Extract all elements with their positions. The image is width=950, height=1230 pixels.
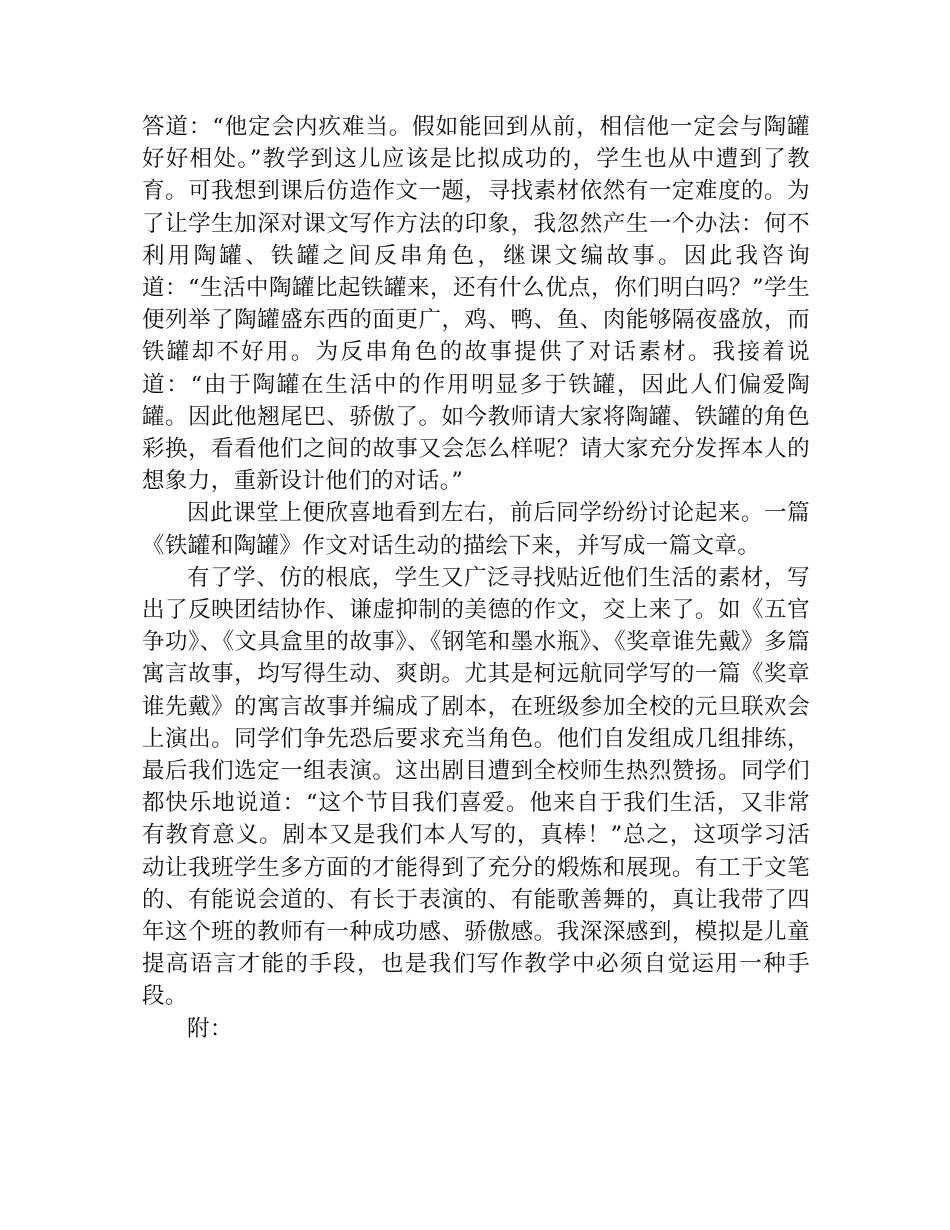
- paragraph-3: 有了学、仿的根底，学生又广泛寻找贴近他们生活的素材，写出了反映团结协作、谦虚抑制的美德的作文，交上来了。如《五官争功》、《文具盒里的故事》、《钢笔和墨水瓶》、《奖章谁先戴》多篇寓言故事，均写得生动、爽朗。尤其是柯远航同学写的一篇《奖章谁先戴》的寓言故事并编成了剧本，在班级参加全校的元旦联欢会上演出。同学们争先恐后要求充当角色。他们自发组成几组排练，最后我们选定一组表演。这出剧目遭到全校师生热烈赞扬。同学们都快乐地说道：“这个节目我们喜爱。他来自于我们生活，又非常有教育意义。剧本又是我们本人写的，真棒！”总之，这项学习活动让我班学生多方面的才能得到了充分的煅炼和展现。有工于文笔的、有能说会道的、有长于表演的、有能歌善舞的，真让我带了四年这个班的教师有一种成功感、骄傲感。我深深感到，模拟是儿童提高语言才能的手段，也是我们写作教学中必须自觉运用一种手段。: [142, 564, 810, 1010]
- paragraph-1: 答道：“他定会内疚难当。假如能回到从前，相信他一定会与陶罐好好相处。”教学到这儿应该是比拟成功的，学生也从中遭到了教育。可我想到课后仿造作文一题，寻找素材依然有一定难度的。为了让学生加深对课文写作方法的印象，我忽然产生一个办法：何不利用陶罐、铁罐之间反串角色，继课文编故事。因此我咨询道：“生活中陶罐比起铁罐来，还有什么优点，你们明白吗？”学生便列举了陶罐盛东西的面更广，鸡、鸭、鱼、肉能够隔夜盛放，而铁罐却不好用。为反串角色的故事提供了对话素材。我接着说道：“由于陶罐在生活中的作用明显多于铁罐，因此人们偏爱陶罐。因此他翘尾巴、骄傲了。如今教师请大家将陶罐、铁罐的角色彩换，看看他们之间的故事又会怎么样呢？请大家充分发挥本人的想象力，重新设计他们的对话。”: [142, 114, 810, 495]
- document-body: [142, 111, 810, 1045]
- paragraph-2: 因此课堂上便欣喜地看到左右，前后同学纷纷讨论起来。一篇《铁罐和陶罐》作文对话生动的描绘下来，并写成一篇文章。: [142, 500, 810, 559]
- paragraph-appendix: 附：: [187, 1015, 233, 1042]
